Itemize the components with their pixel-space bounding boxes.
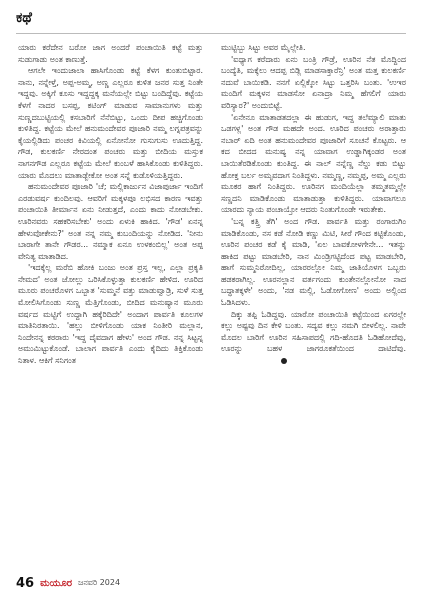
paragraph: 'ಏನೇನೂ ಮಾತಾಡತದಲ್ಲಾ ಈ ಹುಡುಗ, ಇದ್ದ ತಲೆಮ್ಯಾಲಿ ಮಾತು ಒಡಗಳ್ಲ' ಅಂತ ಗೌಡ ಮಹದೇ ಅಂದ. ಊರಿದ ಪಂಚರು ಅರಾತ್ತಾರು ನಬಾರ್ ಏದಿ ಅಂತ ಹನುಮಂದೇವರ ಪೂಜಾರಿಗೆ ಸೂಚನೆ ಕೊಟ್ಟರು. ಆ ಕದ ಬೀದದ ಮನುಷ್ಯ ನನ್ನ ಯಾವಾಗ ಉಡ್ಡಾಗಿಕ್ಕಂಡರ ಅಂತ ಬಾಯಿತೆರಡಿಕೊಂಡು ಕುಂತಿದ್ದ. ಈ ನಾಲ್ ನನ್ನೆಣ್ಣ ನೆಲ್ದು ಕಡು ಬಿಟ್ಟು ಹೋಕ್ತ ಬರ್ಲ ಅಮೃವದಾಗ ನಿಂತಿದ್ದಳು. ನಮ್ಮಣ್ಣ, ನಮ್ಮಪ್ಪ, ಅಮ್ಮ ಎಲ್ಲರು ಮೂಕರ ಹಾಗೆ ನಿಂತಿದ್ದರು. ಊರಿನಗ ಮಂದಿಯೆಲ್ಲಾ ತಮ್ಮತಮ್ಮಲ್ಲೇ ಸಣ್ಣದನಿ ಮಾಡಿಕೊಂಡು ಮಾತಾಡುತ್ತಾ ಕುಳಿತಿದ್ದರು. ಯಾವಾಗಲೂ ಯಾರದು ನ್ಯಾಯ ಪಂಚಾಯ್ತೋ ಆದರು ನಿಂತುಗೊಂಡೇ ಇರುತೇಕು. bbox=[221, 112, 406, 215]
section-title: ಕಥೆ bbox=[16, 10, 32, 26]
paragraph: ಯಾರು ಕರೆದೇನ ಬರೋ ಜಾಗ ಅಂದರೆ ಪಂಚಾಯಿತಿ ಕಟ್ಟೆ ಮತ್ತು ಸುಡುಗಾಡು ಅಂತ ಕಾಣುತ್ತೆ. bbox=[18, 43, 203, 64]
page-footer bbox=[16, 574, 120, 592]
left-column bbox=[18, 42, 203, 367]
right-column bbox=[221, 42, 406, 367]
paragraph: 'ಇದಕ್ಕೆಲ್ಲ ಮರೆಬಿ ಹೋಕಿ ಬಂಜು ಅಂತ ಪ್ರಸ್ತ ಇಲ್ಲ, ಎಲ್ಲಾ ಪ್ರಕೃತಿ ನೇಮದ' ಅಂತ ಜೋಲ್ಲು ಒರಿಸಿಕೊಳ್ಳುತ್ತಾ ಕುಲಕರ್ಣಿ ಹೇಳಿದ. ಊರಿದ ಮೂರು ಪಂಚರೊಳಗ ಒಬ್ಬಾತ 'ಸುಮ್ಮನೆ ವತ್ತು ಮಾಡುವ್ವಾಡ್ರಿ, ಸುಳೆ ಸುತ್ತ ಮೋಲಿಸಿಗೊಂಡು ಸುಣ್ಣ ಮೆತ್ತಿಗೊಂಡು, ಬೀದಿದ ಮನುಷ್ಯಾನ ಮೂರು ವರ್ಷದ ಮಟ್ಟಿಗೆ ಉದ್ದಾಗಿ ಹಕ್ಕೆರಿದಿದೇ' ಅಂದಾಗ ಪಾರ್ವತಿ ಕೂಲಗಳ ಮಾತಿನಿರತಾಯಿ. 'ಹಲ್ಲು ಬೀಳಿಗೊಂಡು ಯಾಕ ನಿಂತೀರಿ ಮಲ್ಲಾನ, ನಿಂದೇನನ್ನ ಕಠರಾರು 'ಇದ್ದ ದೈವದಾಗ ಹೇಳು' ಅಂದ ಗೌಡ. ನನ್ನ ಸಿಟ್ಟನ್ನ ಅಮುಮಿಟ್ಟುಕೊಂಡೆ. ಬಾಲಾಗ ಪಾರ್ವತಿ ಎಂದು ಕೈದಿದು ತಿಕ್ತಿಕೊಂಡು ನಿತಾಳ. ಆಕಿಗೆ ಸನಿಗಂತ bbox=[18, 263, 203, 366]
page-number: 46 bbox=[16, 575, 35, 591]
end-of-story-bullet bbox=[281, 358, 287, 364]
magazine-logo: ಮಯೂರ bbox=[40, 577, 72, 589]
paragraph-last bbox=[221, 309, 406, 367]
paragraph-text: ದಿಕ್ಕು ತಪ್ಪಿ ಓಡಿದ್ದವು. ಯಾರೋ ಪಂಚಾಯಿತಿ ಕಟ್ಟೆಯಿಂದ ಏಗರಲ್ಲೇ ಕಲ್ಲು ಅಷ್ಟವು ದಿನ ಕೇಳಿ ಬಂತು. ಸದ್ಯವ ಕಲ್ಲು ನಮಗಿ ಬೀಳಲಿಲ್ಲ. ನಾವೇ ಮೊದಲ ಬಾರಿಗೆ ಊರಿನ ಸಹಿಸಾಪದಲ್ಲಿ ಗದಿ-ಹೊದತಿ ಓಡಿಹೋದೆವು, ಊರನ್ನು ಬಹಳ ಜಾಗರೂಕತೆಯಿಂದ ದಾಟಿದೆವು. bbox=[221, 309, 406, 354]
paragraph: 'ಬನ್ನ ಕತ್ತ್ರಿ ತೆಗಿ' ಅಂದ ಗೌಡ. ಪಾರ್ವತಿ ಮತ್ತು ರಂಗಾರುಗಿಂ ಮಾಡಿಕೊಂಡು, ನಸ ಕಡೆ ನೋಡಿ ಕಣ್ಣು ಮಿಟಿ, ಸೀರೆ ಗೌಂದ ಕಟ್ಟಿಕೊಂಡು, ಊರಿನ ಪಂಚರ ಕಡೆ ಕೈ ಮಾಡಿ, 'ಏಲ ಬಾವಕೋಳಗೇನೇ... ಇತನ್ನು ಹಾಕಿದ ಪಟ್ಟು ಮಾಡಬೇರಿ, ನಾನ ಮಿಂಡ್ರಿಗಟ್ಟಿದೆಂದ ಪಟ್ಟ ಮಾಡಬೇರಿ, ಹಾಗೆ ಸುಮ್ಮನಿರೋದಿಲ್ಲ, ಯಾರರಲ್ಲೋ ನಿಮ್ಮ ಜಾತಿಯೊಳಗ ಒಬ್ಬರು ಹಡಕರಾಗಿಲ್ಲ. ಊರನಲ್ಲಾನ ವರ್ತಗಂದು ಕುಂತೇನಲ್ಲೋನೋ ನಾದ ಬದ್ಧಾತಕ್ಕಳೇ' ಅಂದು, 'ನಡ ಮಲ್ಲಿ, ಓಡೋಗೋಣ' ಅಂದು ಅಲ್ಲಿಂದ ಓಡಿಸಿದಳು. bbox=[221, 216, 406, 308]
paragraph: ಮುಟ್ಟಿಬ್ಬು ಸಿಟ್ಟು ಅವರ ಮೈಲ್ಲೇತಿ. bbox=[221, 43, 306, 52]
header-divider bbox=[16, 33, 406, 34]
paragraph: ಆಗಲೇ ಇಂದುಜಾಲಾ ಹಾಸಿಗೊಂಡು ಕಟ್ಟೆ ಕೆಳಗ ಕುಂತುಬಿಟ್ಟಾರ. ನಾನು, ನನ್ನೇಳ್ತೆ, ಅಪ್ಪ-ಅಮ್ಮ, ಅಣ್ಣ ಎಲ್ಲರೂ ಕುಳಿತ ಜನರ ಸುತ್ತ ನಿಂತೇ ಇದ್ದವು. ಅಕ್ಕಿಗೆ ಕೂಸು ಇದ್ದದ್ದಕ್ಕ ಮನೆಯಲ್ಲೇ ಬಿಟ್ಟು ಬಂದಿದ್ದೆವು. ಕಟ್ಟೆಯ ಕೆಳಗೆ ನಾದರ ಬಸಪ್ಪ, ಕಟಿಂಗ್ ಮಾಡುವ ಸಾಮಾನುಗಳು ಮತ್ತು ಸುಣ್ಣದಬುಟ್ಟಿಯಲ್ಲಿ ಕಸಬಾರಿಗೆ ನೆನೆಬಿಟ್ಟು, ಒಂದು ದೀಪ ಹಚ್ಚಿಗೊಂಡು ಕುಳಿತಿದ್ದ. ಕಟ್ಟೆಯ ಮೇಲೆ ಹನುಮಂದೇವರ ಪೂಜಾರಿ ನಮ್ಮ ಲಗ್ನಪತ್ರವನ್ನು ಕೈಯಲ್ಲಿಡಿದು ಪಂಚರ ಕಿವಿಯಲ್ಲಿ ಏನೋನೋ ಗುಸುಗುಸು ಊದುತ್ತಿದ್ದ. ಗೌಡ, ಕುಲಕರ್ಣಿ ನೇರದಂತ ಪಂಚರು ಮತ್ತು ಬೀದಿಯ ಮಸ್ತುಕ ನಾಗನಗೌಡ ಎಲ್ಲರೂ ಕಟ್ಟೆಯ ಮೇಲೆ ಕುಂಬಳೆ ಹಾಸಿಕೊಂಡು ಕುಳಿತಿದ್ದರು. ಯಾರು ಮೊದಲು ಮಾತಾಡ್ಬೇಕೋ ಅಂತ ಸನ್ನೆ ಕುಡೊಳಿಯತ್ತಿದ್ದರು. bbox=[18, 66, 203, 180]
page-header bbox=[0, 0, 422, 34]
paragraph: 'ಐಧ್ಯಾಗ ಕರೆದಾರು ಏನು ಬಂತ್ರಿ ಗೌಡ್ರೆ, ಊರಿನ ನೆತ ಮೊದ್ದಿಂದ ಬಂದ್ಯೆತಿ, ಮಕ್ಕೆಲು ಆದಪ್ಪ ಬಿಡ್ಲಿ ಮಾಡಸಾಕ್ತಾರೆನ್ರಿ' ಅಂತ ಮತ್ತ ಕುಲಕರ್ಣಿ ನದುವೆ ಬಾಯಿಕಡಿ. ನನಗೆ ಏಲ್ಲಿಕ್ಕೋ ಸಿಟ್ಟು ಒತ್ತರಿಸಿ ಬಂತು. 'ಉಇರ ಮಂದಿಗೆ ಮಕ್ಕಳನ ಮಾಡಸೋ ಏನಾದ್ರಾ ನಿಮ್ಮ ಹೆಗಲಿಗೆ ಯಾರು ವರಿಸ್ಯಾರ?' ಅಂದುಬಿಟ್ಟೆ. bbox=[221, 54, 406, 110]
issue-date: ಜನವರಿ 2024 bbox=[77, 578, 121, 587]
paragraph: ಹನುಮಂದೇವರ ಪೂಜಾರಿ 'ಚೆ; ಮಲ್ಲಿಕಾರ್ಜುನ ವಿಜಾಪುರ್ಜಾ ಇಂದಿಗೆ ಎರಡುವರ್ಷ ಕುಂದಿಲವು. ಆವರಿಗೆ ಮಕ್ಕಳಪೂ ಲಭಿಸದ ಕಾರಣ ಇವತ್ತು ಪಂಚಾಯಿತಿ ತೀರ್ಮಾನ ಏನು ನೀಡುತ್ತದೆ, ಎಂದು ಕಾದು ನೋಡಬೇಕು. ಊರಿನವರು ಸಹಕರಿಸಬೇಕು' ಅಂದು ಏಳುಕಿ ಹಾಕಿದ. 'ಗೌಡ' ಏನನ್ನ ಹೇಳುವೋಕೇನು?' ಅಂತ ನನ್ನ ನಮ್ಮ ಕುಬಂದಿಯನ್ನು ನೋಡಿದ. 'ನೀನು ಬಾರಾಗೇ ತಾನೇ ಗೌಡರ... ನಮ್ಮಾಕ ಏನೂ ಉಳಕಂಬಿಲ್ಲ' ಅಂತ ಅಪ್ಪ ವೇನಿತ್ಯ ಮಾತಾಡಿದ. bbox=[18, 182, 203, 261]
